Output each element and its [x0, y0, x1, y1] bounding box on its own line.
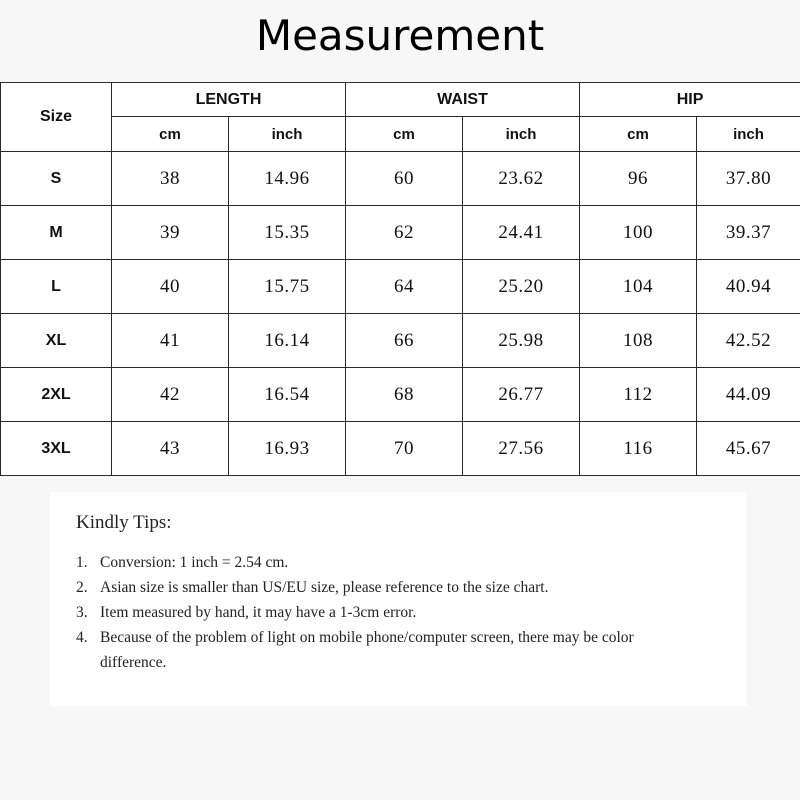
tip-text: Because of the problem of light on mobile phone/computer screen, there may be color difference. [100, 629, 634, 671]
waist-inch-cell: 23.62 [463, 152, 580, 206]
length-inch-cell: 15.35 [229, 206, 346, 260]
tip-item [76, 575, 676, 600]
waist-cm-cell: 62 [346, 206, 463, 260]
length-cm-cell: 40 [112, 260, 229, 314]
page-title: Measurement [255, 11, 545, 60]
waist-cm-cell: 64 [346, 260, 463, 314]
hip-cm-cell: 112 [580, 368, 697, 422]
size-chart-table [0, 82, 800, 476]
tip-number: 4. [76, 629, 88, 646]
tip-number: 3. [76, 604, 88, 621]
hip-inch-cell: 45.67 [697, 422, 800, 476]
table-row [1, 314, 800, 368]
size-cell: 2XL [1, 368, 112, 422]
waist-inch-cell: 24.41 [463, 206, 580, 260]
tip-item [76, 550, 676, 575]
table-row [1, 368, 800, 422]
hip-cm-cell: 96 [580, 152, 697, 206]
hip-cm-cell: 100 [580, 206, 697, 260]
length-cm-cell: 41 [112, 314, 229, 368]
waist-group-header: WAIST [346, 83, 580, 117]
table-header-row [1, 83, 800, 117]
size-cell: M [1, 206, 112, 260]
hip-group-header: HIP [580, 83, 800, 117]
table-row [1, 422, 800, 476]
waist-cm-cell: 60 [346, 152, 463, 206]
size-cell: 3XL [1, 422, 112, 476]
unit-header: inch [229, 117, 346, 152]
length-inch-cell: 14.96 [229, 152, 346, 206]
length-cm-cell: 38 [112, 152, 229, 206]
hip-inch-cell: 44.09 [697, 368, 800, 422]
unit-header: cm [112, 117, 229, 152]
tip-text: Item measured by hand, it may have a 1-3cm error. [100, 604, 417, 621]
hip-cm-cell: 108 [580, 314, 697, 368]
tips-box [50, 492, 747, 706]
waist-inch-cell: 25.20 [463, 260, 580, 314]
waist-inch-cell: 26.77 [463, 368, 580, 422]
tip-number: 1. [76, 554, 88, 571]
hip-cm-cell: 116 [580, 422, 697, 476]
tip-text: Asian size is smaller than US/EU size, please reference to the size chart. [100, 579, 549, 596]
tip-item [76, 625, 676, 675]
table-row [1, 152, 800, 206]
table-row [1, 260, 800, 314]
size-cell: L [1, 260, 112, 314]
length-cm-cell: 43 [112, 422, 229, 476]
unit-header: inch [463, 117, 580, 152]
waist-cm-cell: 70 [346, 422, 463, 476]
size-cell: S [1, 152, 112, 206]
length-cm-cell: 42 [112, 368, 229, 422]
tip-text: Conversion: 1 inch = 2.54 cm. [100, 554, 289, 571]
hip-inch-cell: 42.52 [697, 314, 800, 368]
length-cm-cell: 39 [112, 206, 229, 260]
hip-inch-cell: 37.80 [697, 152, 800, 206]
hip-inch-cell: 39.37 [697, 206, 800, 260]
table-unit-row [1, 117, 800, 152]
tip-item [76, 600, 676, 625]
hip-inch-cell: 40.94 [697, 260, 800, 314]
waist-inch-cell: 25.98 [463, 314, 580, 368]
length-inch-cell: 15.75 [229, 260, 346, 314]
size-cell: XL [1, 314, 112, 368]
length-inch-cell: 16.93 [229, 422, 346, 476]
length-inch-cell: 16.14 [229, 314, 346, 368]
length-group-header: LENGTH [112, 83, 346, 117]
hip-cm-cell: 104 [580, 260, 697, 314]
tip-number: 2. [76, 579, 88, 596]
table-row [1, 206, 800, 260]
waist-cm-cell: 66 [346, 314, 463, 368]
tips-list [76, 550, 676, 675]
waist-cm-cell: 68 [346, 368, 463, 422]
waist-inch-cell: 27.56 [463, 422, 580, 476]
unit-header: cm [580, 117, 697, 152]
unit-header: cm [346, 117, 463, 152]
length-inch-cell: 16.54 [229, 368, 346, 422]
tips-title: Kindly Tips: [76, 512, 172, 533]
size-column-header: Size [1, 83, 112, 152]
unit-header: inch [697, 117, 800, 152]
